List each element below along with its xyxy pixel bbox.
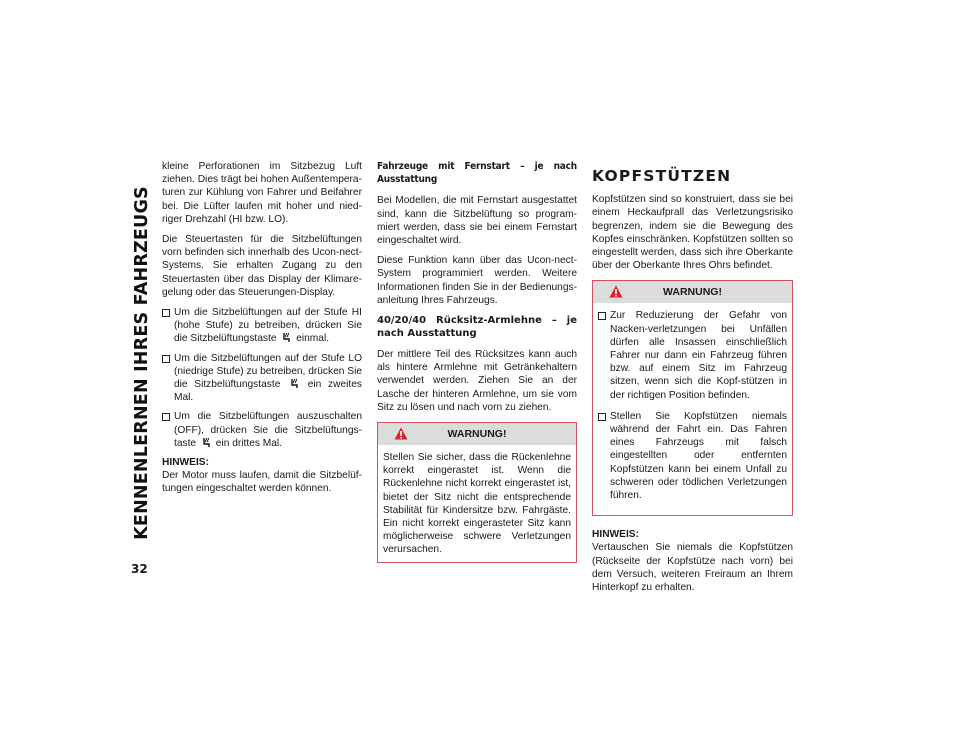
checkbox-bullet-icon xyxy=(162,309,170,317)
note-label: HINWEIS: xyxy=(162,457,209,469)
warning-body xyxy=(378,445,576,562)
column-2 xyxy=(377,160,577,563)
warning-title: WARNUNG! xyxy=(447,428,507,441)
seat-ventilation-icon xyxy=(281,332,291,343)
bullet-list xyxy=(598,309,787,502)
column-3 xyxy=(592,160,793,601)
page-number: 32 xyxy=(131,562,148,576)
warning-triangle-icon xyxy=(609,285,623,298)
checkbox-bullet-icon xyxy=(162,413,170,421)
section-title: KOPFSTÜTZEN xyxy=(592,167,732,185)
paragraph: Die Steuertasten für die Sitzbelüftungen vorn befinden sich innerhalb des Ucon-nect-Systems. Sie erhalten Zugang zu den Steuertasten über das Display der Klimare-gelung oder das Steuerungen-Display. xyxy=(162,234,362,298)
list-item: Um die Sitzbelüftungen auf der Stufe LO (niedrige Stufe) zu betreiben, drücken Sie die Sitzbelüftungstaste ein zweites Mal. xyxy=(162,352,362,405)
note-label: HINWEIS: xyxy=(592,529,639,541)
chapter-title-text: KENNENLERNEN IHRES FAHRZEUGS xyxy=(132,185,152,540)
warning-text: Stellen Sie sicher, dass die Rückenlehne korrekt eingerastet ist. Wenn die Rückenlehne nicht korrekt eingerastet ist, bietet der Sitz nicht die entsprechende Stabilität für Kindersitze bzw. Fahrgäste. Ein nicht korrekt eingerasteter Sitz kann möglicherweise schwere Verletzungen verursachen. xyxy=(383,452,571,556)
warning-triangle-icon xyxy=(394,427,408,440)
note-text: Der Motor muss laufen, damit die Sitzbelüf-tungen eingeschaltet werden können. xyxy=(162,470,362,495)
list-item: Stellen Sie Kopfstützen niemals während der Fahrt ein. Das Fahren eines Fahrzeugs mit falsch eingestellten oder entfernten Kopfstützen kann bei einem Unfall zu schweren oder tödlichen Verletzungen führen. xyxy=(598,410,787,502)
paragraph: Bei Modellen, die mit Fernstart ausgestattet sind, kann die Sitzbelüftung so program-miert werden, dass sie bei einem Fernstart eingeschaltet wird. xyxy=(377,195,577,247)
list-item: Um die Sitzbelüftungen auf der Stufe HI (hohe Stufe) zu betreiben, drücken Sie die Sitzbelüftungstaste einmal. xyxy=(162,306,362,346)
paragraph: Diese Funktion kann über das Ucon-nect-System programmiert werden. Weitere Informationen finden Sie in der Bedienungs-anleitung Ihres Fahrzeugs. xyxy=(377,255,577,306)
checkbox-bullet-icon xyxy=(598,413,606,421)
column-1 xyxy=(162,160,362,503)
list-item: Um die Sitzbelüftungen auszuschalten (OFF), drücken Sie die Sitzbelüftungs-taste ein drittes Mal. xyxy=(162,410,362,450)
warning-box xyxy=(377,422,577,563)
seat-ventilation-icon xyxy=(289,378,299,389)
paragraph: Der mittlere Teil des Rücksitzes kann auch als hintere Armlehne mit Getränkehaltern verwendet werden. Ziehen Sie an der Lasche der hinteren Armlehne, um sie vom Sitz zu lösen und nach vorn zu ziehen. xyxy=(377,349,577,413)
seat-ventilation-icon xyxy=(201,437,211,448)
paragraph: Kopfstützen sind so konstruiert, dass sie bei einem Heckaufprall das Verletzungsrisiko begrenzen, indem sie die Bewegung des Kopfes einschränken. Kopfstützen sollten so eingestellt werden, dass sich ihre Oberkante über der Oberkante Ihres Ohrs befindet. xyxy=(592,194,793,272)
warning-header xyxy=(378,423,576,445)
chapter-side-title xyxy=(127,150,157,575)
checkbox-bullet-icon xyxy=(162,355,170,363)
paragraph: kleine Perforationen im Sitzbezug Luft ziehen. Dies trägt bei hohen Außentempera-turen zur Kühlung von Fahrer und Beifahrer bei. Die Lüfter laufen mit hoher und nied-riger Drehzahl (HI bzw. LO). xyxy=(162,161,362,225)
warning-box xyxy=(592,280,793,516)
checkbox-bullet-icon xyxy=(598,312,606,320)
subheading: Fahrzeuge mit Fernstart – je nach Ausstattung xyxy=(377,161,577,186)
subheading: 40/20/40 Rücksitz-Armlehne – je nach Ausstattung xyxy=(377,315,577,340)
bullet-list xyxy=(162,306,362,450)
note-text: Vertauschen Sie niemals die Kopfstützen (Rückseite der Kopfstütze nach vorn) bei dem Versuch, weiteren Freiraum an Ihrem Hinterkopf zu erhalten. xyxy=(592,542,793,594)
warning-body xyxy=(593,303,792,515)
list-item: Zur Reduzierung der Gefahr von Nacken-verletzungen bei Unfällen dürfen alle Insassen einschließlich Fahrer nur dann ein Fahrzeug führen bzw. auf einem Sitz im Fahrzeug sitzen, wenn sich die Kopf-stützen in der richtigen Position befinden. xyxy=(598,309,787,401)
warning-title: WARNUNG! xyxy=(663,286,722,299)
warning-header xyxy=(593,281,792,303)
